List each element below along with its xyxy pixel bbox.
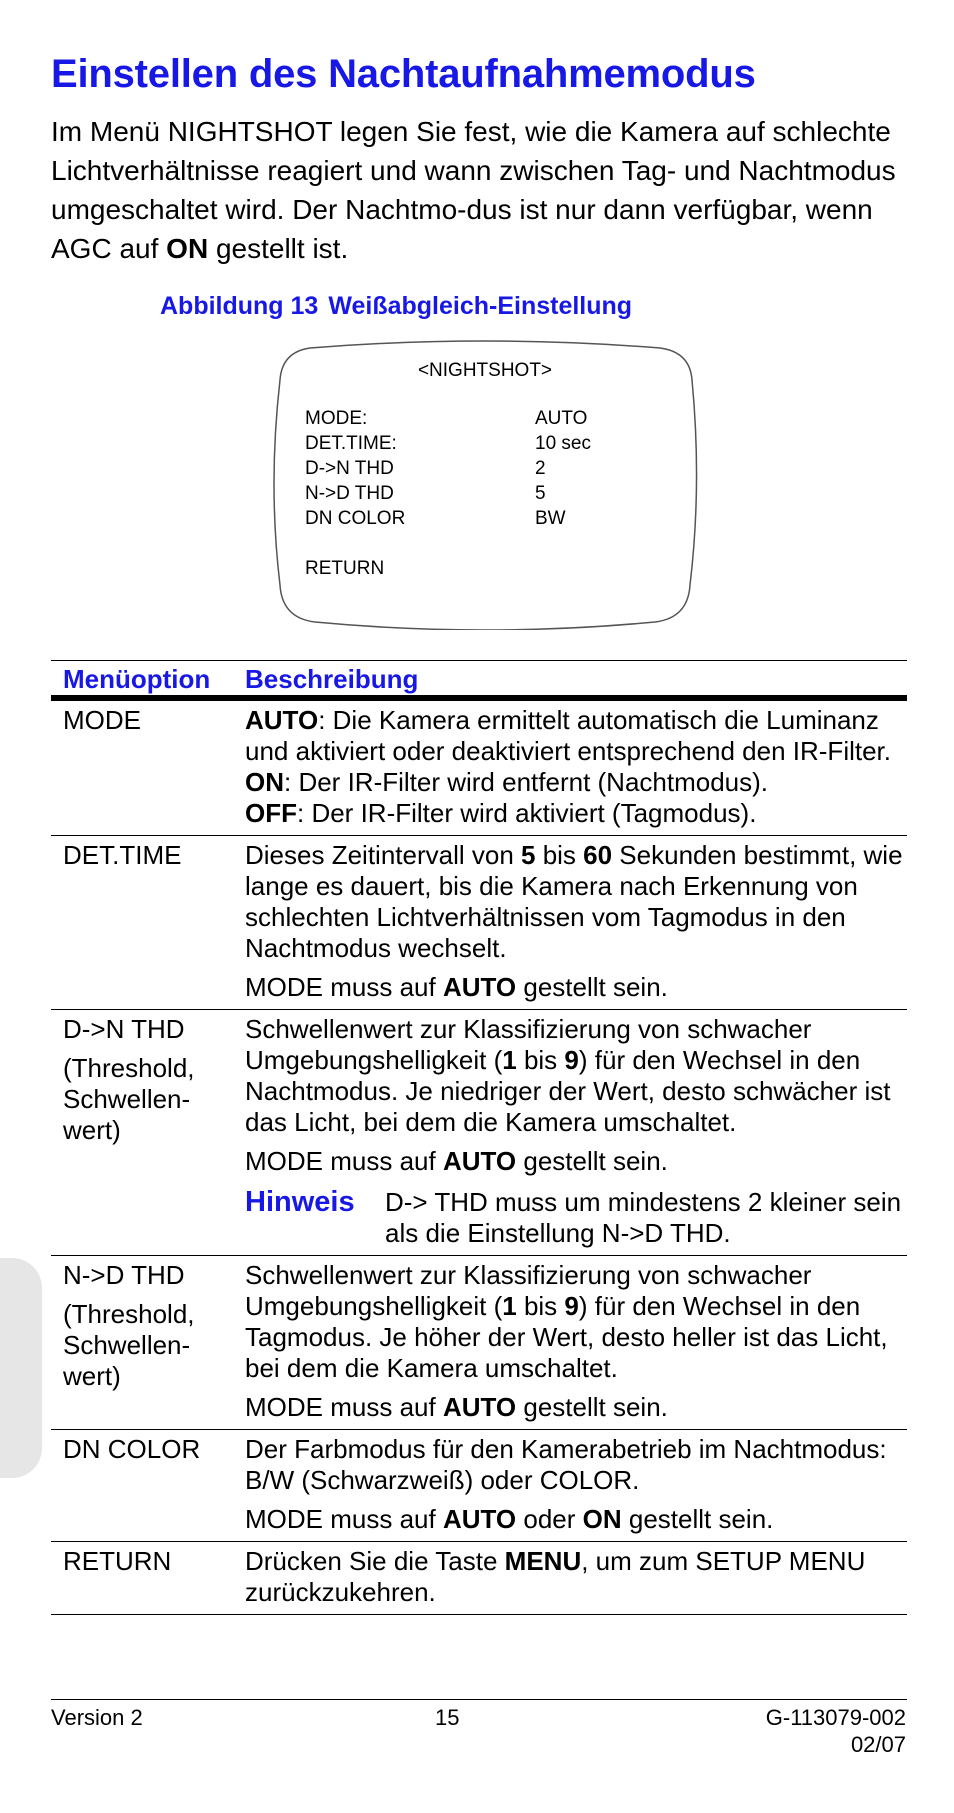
mode-requirement — [245, 1392, 907, 1423]
text: MODE muss auf — [245, 972, 443, 1002]
table-row-mode — [51, 701, 907, 836]
page-number: 15 — [435, 1705, 460, 1730]
bold-value: 9 — [564, 1045, 579, 1075]
text: MODE muss auf — [245, 1504, 443, 1534]
bold-value: 5 — [521, 840, 536, 870]
thumb-index-tab — [0, 1258, 42, 1478]
bold-value: 9 — [564, 1291, 579, 1321]
text: gestellt sein. — [516, 1392, 668, 1422]
dettime-text — [245, 840, 907, 964]
osd-value: AUTO — [535, 408, 588, 429]
intro-text: Im Menü NIGHTSHOT legen Sie fest, wie die Kamera auf schlechte Lichtverhältnisse reagiert und wann zwischen Tag- und Nachtmodus umgeschaltet wird. Der Nachtmo-dus ist nur dann verfügbar, wenn AGC auf — [51, 116, 896, 264]
figure-caption — [160, 292, 632, 321]
note-text: D-> THD muss um mindestens 2 kleiner sein als die Einstellung N->D THD. — [385, 1187, 902, 1248]
bold-auto: AUTO — [442, 1146, 517, 1176]
text: bis — [516, 1045, 565, 1075]
option-cell — [63, 705, 233, 744]
text: MODE muss auf — [245, 1146, 443, 1176]
return-text — [245, 1546, 907, 1608]
bold-on: ON — [245, 767, 284, 797]
text: MODE muss auf — [245, 1392, 443, 1422]
note-box — [245, 1187, 907, 1249]
mode-requirement — [245, 972, 907, 1003]
option-name: DN COLOR — [63, 1434, 201, 1464]
text: gestellt sein. — [516, 972, 668, 1002]
text: Dieses Zeitintervall von — [245, 840, 521, 870]
nightshot-osd-screen — [270, 340, 700, 630]
description-cell — [245, 1010, 907, 1255]
text: : Der IR-Filter wird aktiviert (Tagmodus). — [297, 798, 757, 828]
option-name: DET.TIME — [63, 840, 182, 870]
text: Schwellenwert zur Klassifizierung von schwacher Umgebungshelligkeit ( — [245, 1260, 812, 1321]
text: oder — [516, 1504, 583, 1534]
intro-bold-on: ON — [166, 233, 209, 264]
osd-value: 10 sec — [535, 433, 591, 454]
bold-off: OFF — [245, 798, 297, 828]
text: bis — [516, 1291, 565, 1321]
option-cell — [63, 1434, 233, 1473]
nd-text — [245, 1260, 907, 1384]
intro-paragraph — [51, 112, 921, 268]
description-cell — [245, 1256, 907, 1429]
bold-auto: AUTO — [442, 1504, 517, 1534]
table-row-nd-thd — [51, 1256, 907, 1430]
bold-value: 60 — [583, 840, 613, 870]
option-subtitle: (Threshold, Schwellen-wert) — [63, 1299, 195, 1391]
intro-text-end: gestellt ist. — [208, 233, 349, 264]
text: : Der IR-Filter wird entfernt (Nachtmodus). — [284, 767, 769, 797]
table-header — [51, 661, 907, 695]
page-title: Einstellen des Nachtaufnahmemodus — [51, 52, 756, 96]
table-row-dettime — [51, 836, 907, 1010]
option-cell — [63, 1546, 233, 1585]
osd-value: 5 — [535, 483, 546, 504]
osd-key: DN COLOR — [305, 508, 406, 529]
bold-on: ON — [582, 1504, 622, 1534]
option-name: MODE — [63, 705, 141, 735]
footer-doc-info — [766, 1704, 906, 1758]
header-menu-option: Menüoption — [63, 664, 211, 694]
description-cell — [245, 836, 907, 1009]
mode-requirement — [245, 1504, 907, 1535]
footer-rule — [51, 1699, 907, 1700]
option-cell — [63, 1014, 233, 1154]
figure-number: Abbildung 13 — [160, 292, 319, 320]
option-cell — [63, 840, 233, 879]
bold-auto: AUTO — [245, 705, 319, 735]
text: gestellt sein. — [516, 1146, 668, 1176]
osd-key: MODE: — [305, 408, 368, 429]
description-cell — [245, 1542, 907, 1614]
table-row-dn-thd — [51, 1010, 907, 1256]
mode-auto-line — [245, 705, 907, 767]
bold-auto: AUTO — [442, 1392, 517, 1422]
option-name: N->D THD — [63, 1260, 185, 1290]
text: Sekunden bestimmt, wie lange es dauert, bis die Kamera nach Erkennung von schlechten Lichtverhältnissen vom Tagmodus in den Nachtmodus wechselt. — [245, 840, 903, 963]
note-label: Hinweis — [245, 1186, 355, 1218]
text: : Die Kamera ermittelt automatisch die Luminanz und aktiviert oder deaktiviert entsprechend den IR-Filter. — [245, 705, 892, 766]
mode-on-line — [245, 767, 907, 798]
osd-key: DET.TIME: — [305, 433, 397, 454]
text: ) für den Wechsel in den Tagmodus. Je höher der Wert, desto heller ist das Licht, bei dem die Kamera umschaltet. — [245, 1291, 888, 1383]
menu-options-table — [51, 660, 907, 1615]
text: bis — [535, 840, 584, 870]
description-cell — [245, 1430, 907, 1541]
dn-text — [245, 1014, 907, 1138]
doc-date: 02/07 — [850, 1732, 906, 1757]
mode-off-line — [245, 798, 907, 829]
option-name: D->N THD — [63, 1014, 185, 1044]
mode-requirement — [245, 1146, 907, 1177]
osd-value: BW — [535, 508, 566, 529]
osd-title: <NIGHTSHOT> — [417, 360, 553, 381]
table-row-return — [51, 1542, 907, 1615]
dncolor-text: Der Farbmodus für den Kamerabetrieb im Nachtmodus: B/W (Schwarzweiß) oder COLOR. — [245, 1434, 887, 1495]
bold-value: 1 — [502, 1291, 517, 1321]
text: ) für den Wechsel in den Nachtmodus. Je niedriger der Wert, desto schwächer ist das Licht, bei dem die Kamera umschaltet. — [245, 1045, 891, 1137]
footer-version: Version 2 — [51, 1705, 143, 1730]
osd-value: 2 — [535, 458, 546, 479]
bold-auto: AUTO — [442, 972, 517, 1002]
table-row-dn-color — [51, 1430, 907, 1542]
description-cell — [245, 701, 907, 835]
header-description: Beschreibung — [245, 664, 419, 694]
osd-return: RETURN — [305, 558, 385, 579]
text: gestellt sein. — [621, 1504, 774, 1534]
option-subtitle: (Threshold, Schwellen-wert) — [63, 1053, 195, 1145]
osd-key: N->D THD — [305, 483, 394, 504]
osd-key: D->N THD — [305, 458, 394, 479]
text: , um zum SETUP MENU zurückzukehren. — [245, 1546, 866, 1607]
doc-id: G-113079-002 — [765, 1705, 906, 1730]
option-cell — [63, 1260, 233, 1400]
option-name: RETURN — [63, 1546, 172, 1576]
figure-caption-text: Weißabgleich-Einstellung — [328, 292, 633, 320]
bold-menu: MENU — [504, 1546, 582, 1576]
text: Schwellenwert zur Klassifizierung von schwacher Umgebungshelligkeit ( — [245, 1014, 812, 1075]
bold-value: 1 — [502, 1045, 517, 1075]
text: Drücken Sie die Taste — [245, 1546, 505, 1576]
